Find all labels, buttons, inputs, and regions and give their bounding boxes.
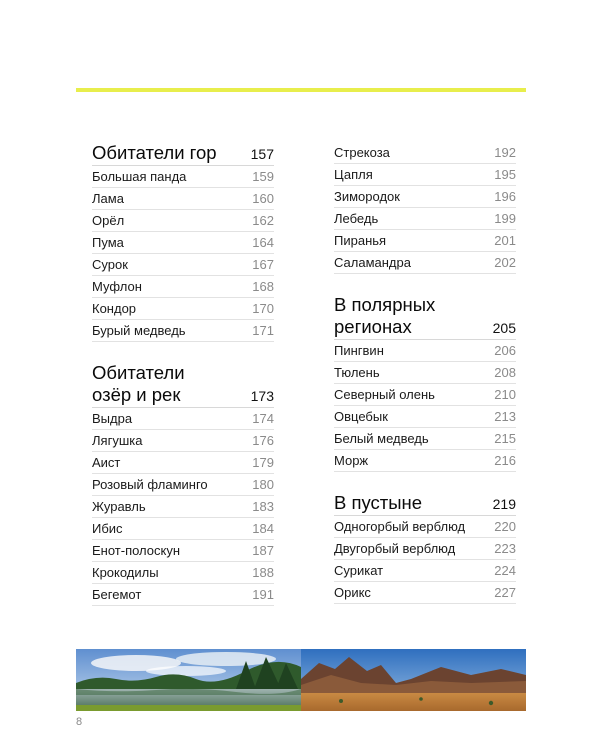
toc-entry[interactable]	[92, 232, 274, 254]
section-heading-mountains[interactable]	[92, 142, 274, 166]
toc-entry[interactable]	[92, 474, 274, 496]
toc-entry[interactable]	[334, 208, 516, 230]
entry-page: 162	[252, 213, 274, 228]
section-page: 219	[492, 496, 516, 512]
entry-title: Лягушка	[92, 433, 143, 448]
toc-entry[interactable]	[92, 166, 274, 188]
entry-page: 168	[252, 279, 274, 294]
entry-title: Пингвин	[334, 343, 384, 358]
entry-title: Выдра	[92, 411, 133, 426]
entry-page: 160	[252, 191, 274, 206]
entry-page: 201	[494, 233, 516, 248]
entry-page: 223	[494, 541, 516, 556]
entry-title: Розовый фламинго	[92, 477, 208, 492]
toc-entry[interactable]	[92, 584, 274, 606]
entry-title: Енот-полоскун	[92, 543, 181, 558]
entry-title: Ибис	[92, 521, 123, 536]
entry-page: 213	[494, 409, 516, 424]
section-page: 205	[492, 320, 516, 336]
toc-entry[interactable]	[92, 320, 274, 342]
toc-entry[interactable]	[92, 540, 274, 562]
toc-entry[interactable]	[92, 210, 274, 232]
toc-entry[interactable]	[334, 340, 516, 362]
entry-title: Пума	[92, 235, 124, 250]
toc-entry[interactable]	[92, 188, 274, 210]
entry-page: 164	[252, 235, 274, 250]
toc-entry[interactable]	[92, 254, 274, 276]
section-heading-lakes-rivers[interactable]	[92, 362, 274, 408]
toc-entry[interactable]	[334, 164, 516, 186]
entry-title: Кондор	[92, 301, 137, 316]
entry-title: Журавль	[92, 499, 146, 514]
top-accent-rule	[76, 88, 526, 92]
section-title-line: Обитатели	[92, 362, 185, 383]
toc-entry[interactable]	[334, 142, 516, 164]
section-spacer	[334, 274, 516, 294]
desert-mountains-photo	[301, 649, 526, 711]
entry-page: 224	[494, 563, 516, 578]
entry-title: Большая панда	[92, 169, 187, 184]
section-title-line: В полярных	[334, 294, 436, 315]
toc-entry[interactable]	[334, 538, 516, 560]
entry-page: 220	[494, 519, 516, 534]
entry-page: 215	[494, 431, 516, 446]
entry-title: Саламандра	[334, 255, 411, 270]
entry-title: Бурый медведь	[92, 323, 186, 338]
entry-title: Аист	[92, 455, 121, 470]
entry-title: Цапля	[334, 167, 373, 182]
entry-page: 183	[252, 499, 274, 514]
entry-title: Морж	[334, 453, 369, 468]
entry-title: Овцебык	[334, 409, 388, 424]
entry-title: Сурок	[92, 257, 128, 272]
section-title-line: регионах	[334, 316, 412, 337]
entry-page: 206	[494, 343, 516, 358]
entry-page: 188	[252, 565, 274, 580]
entry-title: Пиранья	[334, 233, 387, 248]
entry-page: 170	[252, 301, 274, 316]
toc-entry[interactable]	[334, 582, 516, 604]
entry-page: 184	[252, 521, 274, 536]
toc-entry[interactable]	[334, 560, 516, 582]
section-page: 157	[250, 146, 274, 162]
entry-page: 192	[494, 145, 516, 160]
entry-title: Одногорбый верблюд	[334, 519, 466, 534]
section-title-line: Обитатели гор	[92, 142, 217, 163]
entry-title: Двугорбый верблюд	[334, 541, 456, 556]
toc-entry[interactable]	[334, 428, 516, 450]
toc-entry[interactable]	[92, 452, 274, 474]
entry-page: 227	[494, 585, 516, 600]
section-heading-polar[interactable]	[334, 294, 516, 340]
toc-left-column	[92, 142, 274, 606]
entry-page: 176	[252, 433, 274, 448]
entry-page: 202	[494, 255, 516, 270]
toc-entry[interactable]	[92, 518, 274, 540]
section-title-line: озёр и рек	[92, 384, 181, 405]
entry-page: 199	[494, 211, 516, 226]
entry-title: Орёл	[92, 213, 125, 228]
entry-page: 191	[252, 587, 274, 602]
entry-title: Лама	[92, 191, 124, 206]
toc-entry[interactable]	[334, 516, 516, 538]
toc-entry[interactable]	[92, 562, 274, 584]
toc-right-column	[334, 142, 516, 604]
section-spacer	[334, 472, 516, 492]
toc-entry[interactable]	[334, 230, 516, 252]
toc-entry[interactable]	[92, 408, 274, 430]
entry-title: Бегемот	[92, 587, 142, 602]
entry-title: Зимородок	[334, 189, 400, 204]
entry-title: Тюлень	[334, 365, 380, 380]
toc-entry[interactable]	[334, 450, 516, 472]
toc-entry[interactable]	[334, 362, 516, 384]
entry-page: 174	[252, 411, 274, 426]
entry-page: 210	[494, 387, 516, 402]
lake-landscape-photo	[76, 649, 301, 711]
entry-title: Муфлон	[92, 279, 142, 294]
entry-title: Орикс	[334, 585, 371, 600]
toc-entry[interactable]	[92, 496, 274, 518]
entry-page: 167	[252, 257, 274, 272]
entry-page: 208	[494, 365, 516, 380]
section-heading-desert[interactable]	[334, 492, 516, 516]
entry-title: Стрекоза	[334, 145, 390, 160]
entry-page: 179	[252, 455, 274, 470]
entry-title: Северный олень	[334, 387, 435, 402]
section-title-line: В пустыне	[334, 492, 423, 513]
section-spacer	[92, 342, 274, 362]
bottom-photo-strip	[76, 649, 526, 711]
toc-entry[interactable]	[92, 430, 274, 452]
toc-entry[interactable]	[334, 186, 516, 208]
page-number: 8	[76, 716, 83, 728]
toc-entry[interactable]	[334, 384, 516, 406]
toc-entry[interactable]	[334, 252, 516, 274]
toc-entry[interactable]	[334, 406, 516, 428]
entry-page: 187	[252, 543, 274, 558]
entry-page: 196	[494, 189, 516, 204]
section-page: 173	[250, 388, 274, 404]
entry-title: Белый медведь	[334, 431, 429, 446]
entry-page: 216	[494, 453, 516, 468]
entry-page: 159	[252, 169, 274, 184]
entry-title: Сурикат	[334, 563, 384, 578]
toc-entry[interactable]	[92, 276, 274, 298]
entry-page: 180	[252, 477, 274, 492]
entry-page: 171	[252, 323, 274, 338]
entry-page: 195	[494, 167, 516, 182]
entry-title: Крокодилы	[92, 565, 159, 580]
toc-entry[interactable]	[92, 298, 274, 320]
entry-title: Лебедь	[334, 211, 379, 226]
